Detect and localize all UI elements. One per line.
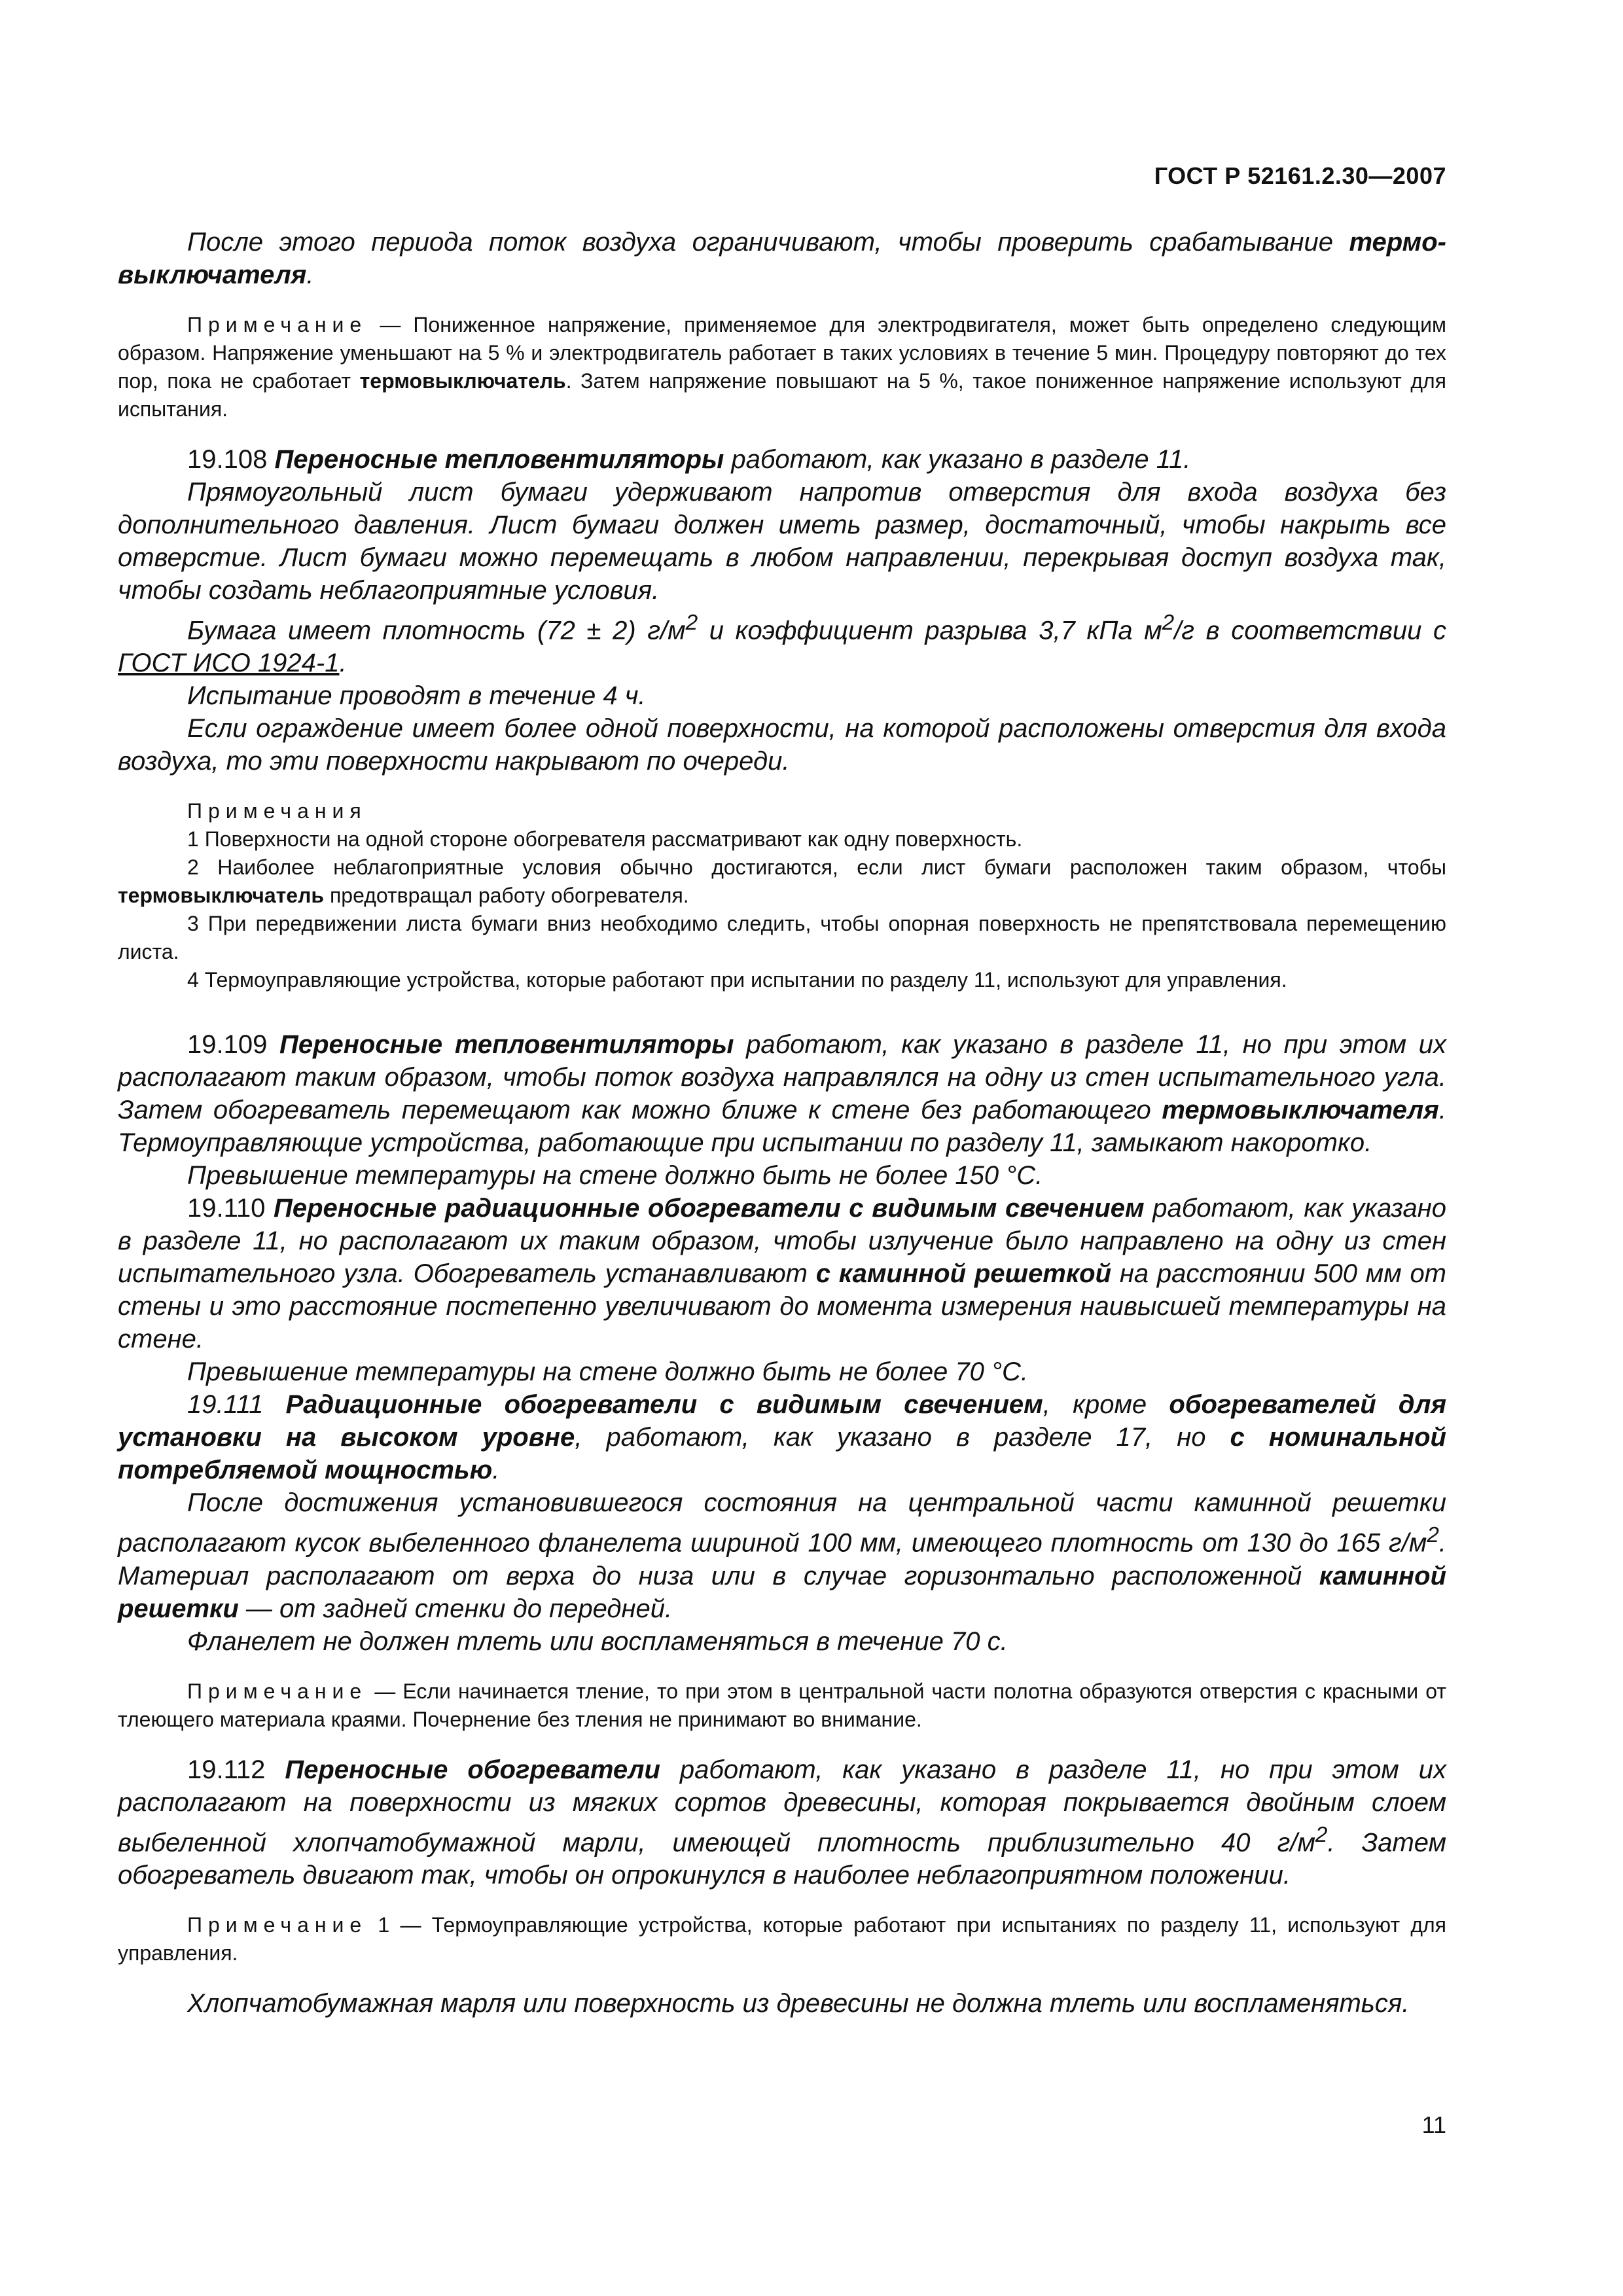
note-item-1: 1 Поверхности на одной стороне обогревателя рассматривают как одну поверхность. [187, 827, 1023, 852]
clause-19-110: 19.110 Переносные радиационные обогреватели с видимым свечением работают, как указано в разделе 11, но располагают их таким образом, чтобы излучение было направлено на одну из стен испытательного узла. Обогреватель устанавливают с каминной решеткой на расстоянии 500 мм от стены и это расстояние постепенно увеличивают до момента измерения наивысшей температуры на стене. [118, 1194, 1447, 1354]
paragraph-paper-density: Бумага имеет плотность (72 ± 2) $г/м^2$ и коэффициент разрыва 3,7 кПа $м^2/г$ в соответствии с ГОСТ ИСО 1924-1. [118, 611, 1447, 678]
page-number: 11 [1421, 2111, 1446, 2138]
paragraph-flannelette: После достижения установившегося состояния на центральной части каминной решетки располагают кусок выбеленного фланелета шириной 100 мм, имеющего плотность от 130 до 165 $г/м^2$. Материал располагают от верха до низа или в случае горизонтально расположенной каминной решетки — от задней стенки до передней. [118, 1488, 1446, 1623]
clause-19-109: 19.109 Переносные тепловентиляторы работают, как указано в разделе 11, но при этом их располагают таким образом, чтобы поток воздуха направлялся на одну из стен испытательного угла. Затем обогреватель перемещают как можно ближе к стене без работающего термовыключателя. Термоуправляющие устройства, работающие при испытании по разделу 11, замыкают накоротко. [118, 1030, 1446, 1158]
paragraph-final-requirement: Хлопчатобумажная марля или поверхность из древесины не должна тлеть или воспламеняться. [187, 1988, 1410, 2018]
paragraph-surfaces: Если ограждение имеет более одной поверхности, на которой расположены отверстия для входа воздуха, то эти поверхности накрывают по очереди. [118, 714, 1446, 776]
clause-19-108: 19.108 Переносные тепловентиляторы работают, как указано в разделе 11. [187, 445, 1191, 474]
paragraph-test-duration: Испытание проводят в течение 4 ч. [187, 681, 646, 711]
note-item-3: 3 При передвижении листа бумаги вниз необходимо следить, чтобы опорная поверхность не препятствовала перемещению листа. [118, 912, 1446, 964]
document-body [118, 226, 1446, 2020]
note-smouldering: Примечание — Если начинается тление, то при этом в центральной части полотна образуются отверстия с красными от тлеющего материала краями. Почернение без тления не принимают во внимание. [118, 1679, 1447, 1731]
paragraph-airflow: После этого периода поток воздуха ограничивают, чтобы проверить срабатывание термо-выключателя. [118, 228, 1446, 289]
document-header: ГОСТ Р 52161.2.30—2007 [1154, 162, 1446, 189]
note-item-4: 4 Термоуправляющие устройства, которые работают при испытании по разделу 11, используют для управления. [187, 968, 1287, 992]
paragraph-flannelette-result: Фланелет не должен тлеть или воспламеняться в течение 70 с. [187, 1626, 1008, 1656]
paragraph-wall-temp-150: Превышение температуры на стене должно быть не более 150 °С. [187, 1161, 1043, 1191]
note-voltage: Примечание — Пониженное напряжение, применяемое для электродвигателя, может быть определено следующим образом. Напряжение уменьшают на 5 % и электродвигатель работает в таких условиях в течение 5 мин. Процедуру повторяют до тех пор, пока не сработает термовыключатель. Затем напряжение повышают на 5 %, такое пониженное напряжение используют для испытания. [118, 313, 1447, 421]
paragraph-paper-sheet: Прямоугольный лист бумаги удерживают напротив отверстия для входа воздуха без дополнительного давления. Лист бумаги должен иметь размер, достаточный, чтобы накрыть все отверстие. Лист бумаги можно перемещать в любом направлении, перекрывая доступ воздуха так, чтобы создать неблагоприятные условия. [118, 478, 1446, 605]
clause-19-112: 19.112 Переносные обогреватели работают, как указано в разделе 11, но при этом их располагают на поверхности из мягких сортов древесины, которая покрывается двойным слоем выбеленной хлопчатобумажной марли, имеющей плотность приблизительно 40 $г/м^2$. Затем обогреватель двигают так, чтобы он опрокинулся в наиболее неблагоприятном положении. [118, 1755, 1446, 1890]
notes-title: Примечания [187, 799, 367, 823]
note-item-2: 2 Наиболее неблагоприятные условия обычно достигаются, если лист бумаги расположен таким образом, чтобы термовыключатель предотвращал работу обогревателя. [118, 855, 1446, 908]
standard-reference-link[interactable]: ГОСТ ИСО 1924-1 [118, 649, 340, 678]
paragraph-wall-temp-70: Превышение температуры на стене должно быть не более 70 °С. [187, 1357, 1029, 1387]
note-thermal-control: Примечание 1 — Термоуправляющие устройства, которые работают при испытаниях по разделу 11, используют для управления. [118, 1912, 1447, 1965]
clause-19-111: 19.111 Радиационные обогреватели с видимым свечением, кроме обогревателей для установки на высоком уровне, работают, как указано в разделе 17, но с номинальной потребляемой мощностью. [118, 1390, 1447, 1485]
